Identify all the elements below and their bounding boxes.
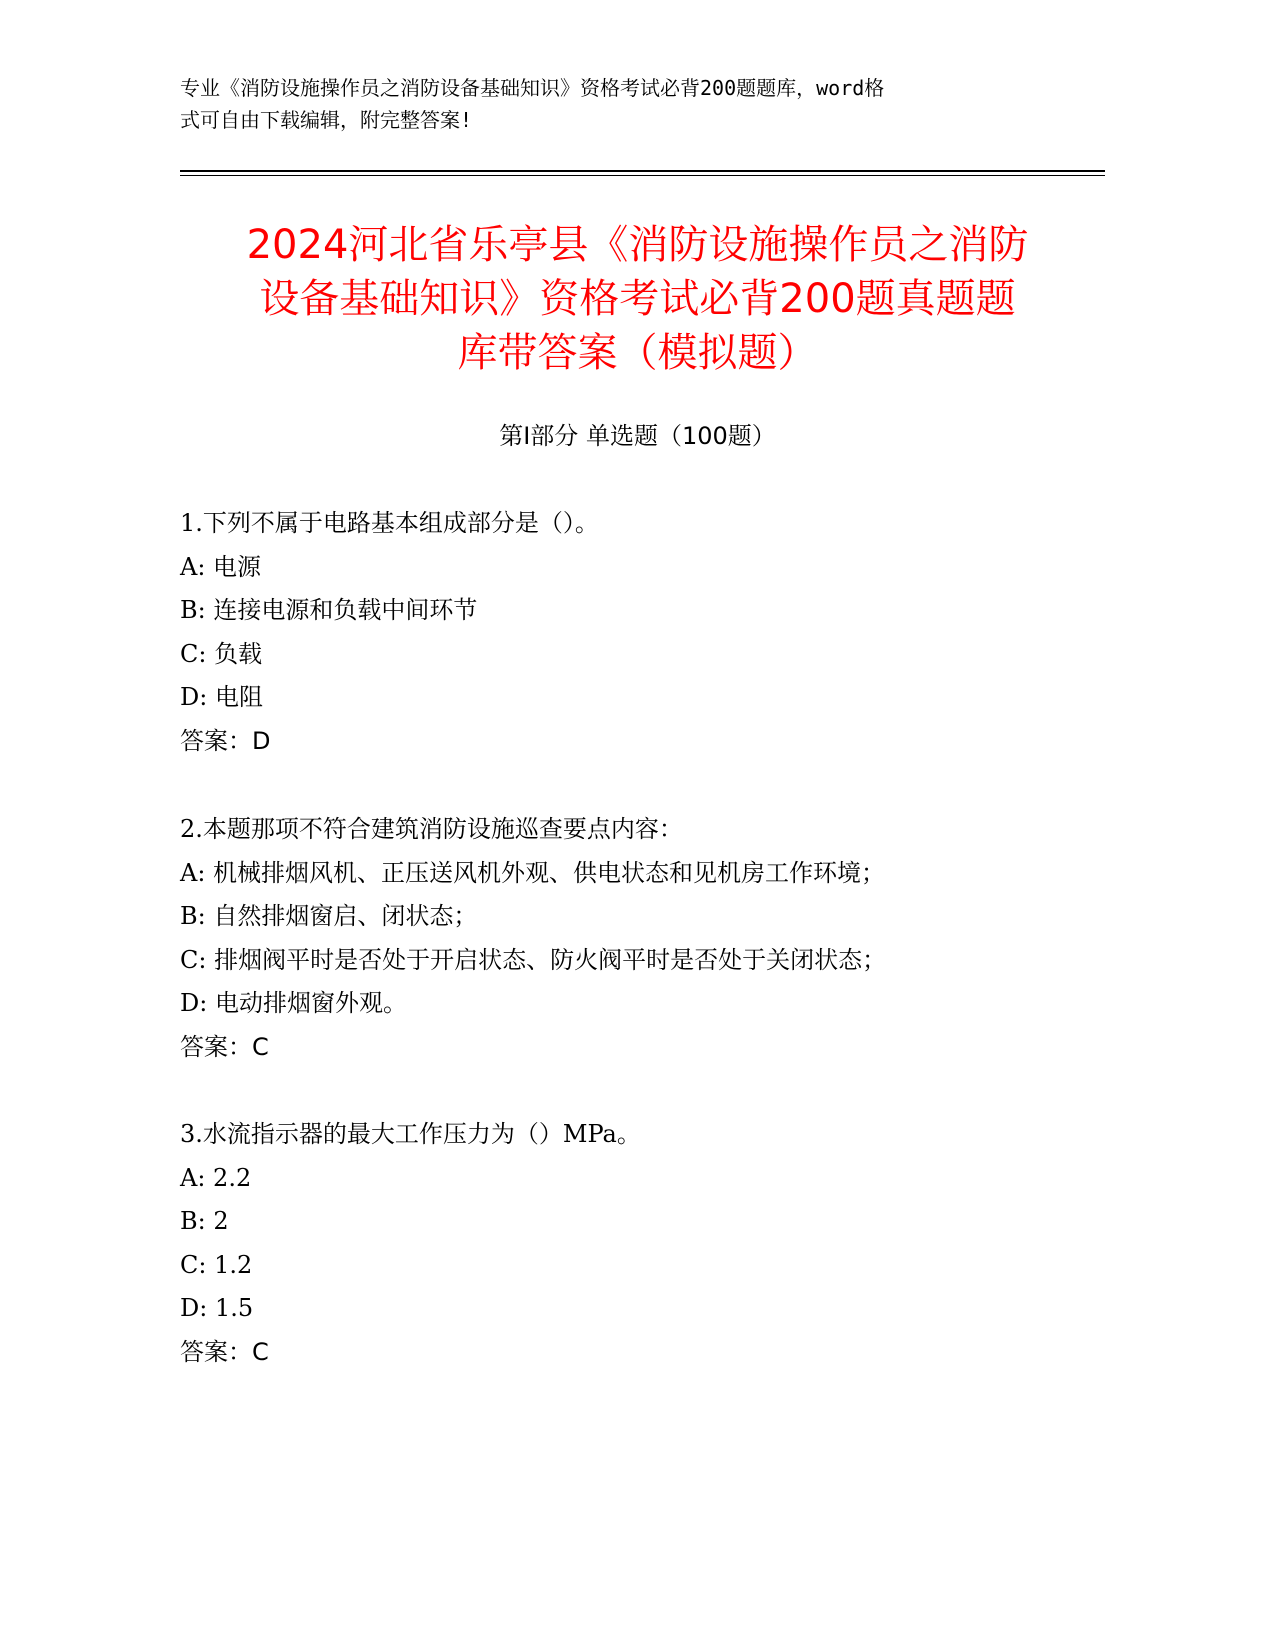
section-heading: 第Ⅰ部分 单选题（100题） [499, 422, 776, 450]
header-note [180, 72, 1080, 136]
title-line: 2024河北省乐亭县《消防设施操作员之消防 [246, 222, 1029, 268]
option-a: A: 机械排烟风机、正压送风机外观、供电状态和见机房工作环境； [180, 858, 886, 887]
option-b: B: 连接电源和负载中间环节 [180, 596, 478, 624]
option-d: D: 1.5 [180, 1294, 254, 1322]
question-item [180, 808, 1080, 1069]
header-note-line: 式可自由下载编辑，附完整答案! [180, 108, 473, 132]
document-title [150, 218, 1125, 380]
header-divider-thin [180, 175, 1105, 176]
option-b: B: 2 [180, 1207, 229, 1235]
question-stem: 3.水流指示器的最大工作压力为（）MPa。 [180, 1120, 641, 1148]
title-line: 设备基础知识》资格考试必背200题真题题 [259, 276, 1016, 322]
question-item [180, 1113, 1080, 1374]
option-d: D: 电动排烟窗外观。 [180, 989, 407, 1017]
question-item [180, 502, 1080, 763]
option-b: B: 自然排烟窗启、闭状态； [180, 902, 478, 930]
option-a: A: 电源 [180, 552, 262, 581]
option-c: C: 排烟阀平时是否处于开启状态、防火阀平时是否处于关闭状态； [180, 945, 887, 974]
question-stem: 2.本题那项不符合建筑消防设施巡查要点内容： [180, 815, 683, 843]
header-note-line: 专业《消防设施操作员之消防设备基础知识》资格考试必背200题题库，word格 [180, 76, 885, 100]
option-a: A: 2.2 [180, 1163, 252, 1192]
header-divider-thick [180, 170, 1105, 172]
title-line: 库带答案（模拟题） [457, 330, 818, 376]
answer-line: 答案：D [180, 726, 271, 755]
option-d: D: 电阻 [180, 683, 263, 711]
option-c: C: 1.2 [180, 1250, 253, 1279]
option-c: C: 负载 [180, 639, 263, 668]
answer-line: 答案：C [180, 1032, 269, 1061]
answer-line: 答案：C [180, 1337, 269, 1366]
question-stem: 1.下列不属于电路基本组成部分是（）。 [180, 509, 599, 537]
